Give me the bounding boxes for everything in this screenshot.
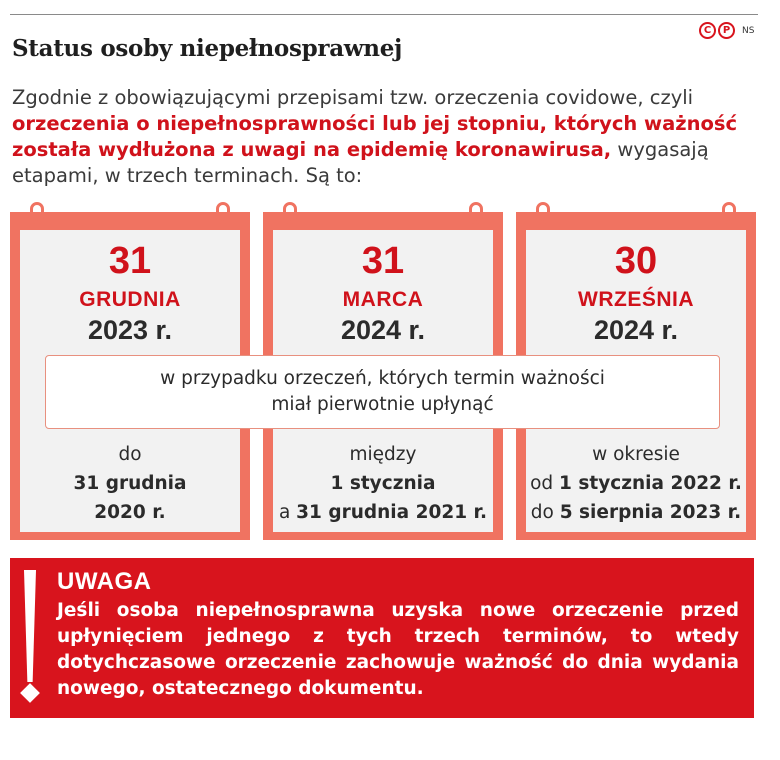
period-2-line-3-prefix: a <box>278 502 297 523</box>
warning-text: Jeśli osoba niepełnosprawna uzyska nowe orzeczenie przed upłynięciem jednego z tych trzech terminów, to wtedy dotychczasowe orzeczenie zachowuje ważność do dnia wydania nowego, ostatecznego dokumentu. <box>57 600 739 699</box>
intro-highlight: orzeczenia o niepełnosprawności lub jej stopniu, których ważność została wydłużona z uwagi na epidemię koronawirusa, <box>12 112 738 161</box>
deadline-3-month: WRZEŚNIA <box>578 288 694 311</box>
period-3-line-3-prefix: do <box>530 502 560 523</box>
copyright-c-icon: C <box>699 22 716 39</box>
intro-text-1: Zgodnie z obowiązującymi przepisami tzw. orzeczenia covidowe, czyli <box>12 86 694 109</box>
deadline-3-year: 2024 r. <box>593 315 679 345</box>
period-2-line-1: między <box>349 444 417 465</box>
period-3 <box>526 440 746 527</box>
author-initials: NS <box>742 25 755 36</box>
period-1 <box>20 440 240 527</box>
publisher-logo <box>699 22 754 39</box>
binder-ring-icon <box>30 202 44 224</box>
warning-heading: UWAGA <box>57 568 152 595</box>
copyright-p-icon: P <box>718 22 735 39</box>
binder-ring-icon <box>283 202 297 224</box>
period-1-line-3: 2020 r. <box>94 502 166 523</box>
intro-paragraph <box>12 85 757 189</box>
deadline-2-month: MARCA <box>342 288 424 311</box>
period-2 <box>273 440 493 527</box>
period-2-line-3 <box>273 498 493 527</box>
period-1-line-2: 31 grudnia <box>73 473 187 494</box>
period-3-line-2 <box>526 469 746 498</box>
banner-line-2: miał pierwotnie upłynąć <box>271 394 494 415</box>
period-1-line-1: do <box>118 444 142 465</box>
deadline-1-day: 31 <box>108 240 152 282</box>
period-3-line-3 <box>526 498 746 527</box>
period-2-line-2: 1 stycznia <box>330 473 436 494</box>
period-3-line-2-date: 1 stycznia 2022 r. <box>559 473 742 494</box>
condition-banner <box>45 355 720 429</box>
intro-text-2: wygasają etapami, w trzech terminach. Są to: <box>12 138 709 187</box>
deadline-1-year: 2023 r. <box>87 315 173 345</box>
banner-line-1: w przypadku orzeczeń, których termin ważności <box>160 368 605 389</box>
binder-ring-icon <box>536 202 550 224</box>
page-title: Status osoby niepełnosprawnej <box>12 35 403 62</box>
period-3-line-3-date: 5 sierpnia 2023 r. <box>559 502 742 523</box>
exclamation-dot-icon <box>20 683 40 703</box>
binder-ring-icon <box>722 202 736 224</box>
top-rule <box>10 14 758 15</box>
warning-box <box>10 558 754 718</box>
deadline-3-day: 30 <box>614 240 658 282</box>
binder-ring-icon <box>469 202 483 224</box>
period-3-line-1: w okresie <box>592 444 680 465</box>
binder-ring-icon <box>216 202 230 224</box>
period-2-line-3-date: 31 grudnia 2021 r. <box>296 502 488 523</box>
period-3-line-2-prefix: od <box>530 473 560 494</box>
deadline-1-month: GRUDNIA <box>79 288 181 311</box>
deadline-2-year: 2024 r. <box>340 315 426 345</box>
deadline-2-day: 31 <box>361 240 405 282</box>
exclamation-icon <box>24 570 36 682</box>
